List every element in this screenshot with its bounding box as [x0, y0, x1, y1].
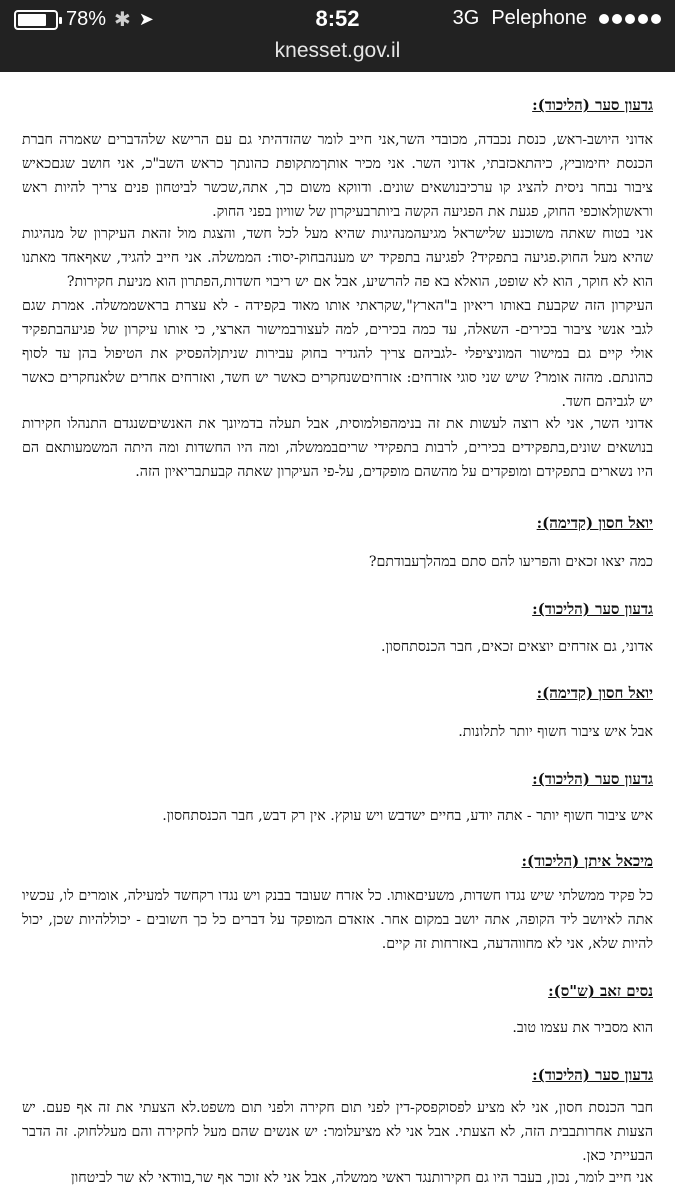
speech-paragraph: אדוני השר, אני לא רוצה לעשות את זה בנימהפולמוסית, אבל תעלה בדמיונך את האנשיםשנגדם התנהלו חקירות בנושאים שונים,בתפקידים בכירים, לרבות בתפקידי שריםבממשלה, ומה היו החשדות ומה היתה המשמעותאם הם היו נשארים בתפקידם ומופקדים על מהשהם מופקדים, על-פי העיקרון שאתה קבעתבריאיון הזה.	[22, 416, 653, 480]
speech-paragraph: אדוני, גם אזרחים יוצאים זכאים, חבר הכנסתחסון.	[380, 639, 653, 655]
speech-paragraph: איש ציבור חשוף יותר - אתה יודע, בחיים ישדבש ויש עוקץ. אין רק דבש, חבר הכנסתחסון.	[162, 808, 653, 824]
signal-dot	[625, 14, 635, 24]
knesset-transcript	[0, 72, 675, 1200]
speaker-heading: מיכאל איתן (הליכוד):	[521, 852, 653, 870]
status-time: 8:52	[315, 6, 360, 31]
signal-dot	[599, 14, 609, 24]
speaker-heading: גדעון סער (הליכוד):	[532, 770, 653, 788]
speaker-heading: נסים זאב (ש"ס):	[548, 982, 653, 1000]
speech-paragraph: אני בטוח שאתה משוכנע שלישראל מגיעהמנהיגות שהיא מעל לכל חשד, והצגת מול זהאת העיקרון של מנהיגות שהיא מעל החוק.פגיעה בתפקיד? לפגיעה בתפקיד יש מענהבחוק-יסוד: הממשלה. אני חייב להגיד, שאףאחד מאתנו הוא לא חוקר, הוא לא שופט, הואלא בא פה להרשיע, אבל אם יש ריבוי חשדות,הפתרון הוא מניעת חקירות?	[22, 226, 653, 290]
network-type: 3G	[452, 7, 480, 29]
signal-dot	[612, 14, 622, 24]
speech-paragraph: אבל איש ציבור חשוף יותר לתלונות.	[458, 724, 653, 740]
location-arrow-icon: ➤	[138, 9, 154, 29]
address-bar-url[interactable]: knesset.gov.il	[274, 39, 401, 62]
speech-paragraph: העיקרון הזה שקבעת באותו ריאיון ב"הארץ",שקראתי אותו מאוד בקפידה - לא עצרת בראשממשלה. אמרת שגם לגבי אנשי ציבור בכירים- השאלה, עד כמה בכירים, למה לעצורבמישור הארצי, כי אותו עיקרון של פגיעהבתפקיד אולי קיים גם במישור המוניציפלי -לגביהם צריך להגדיר בחוק עבירות שניתןלהפסיק את הטיפול בהן עד לסוף כהונתם. מהזה אומר? שיש שני סוגי אזרחים: אזרחיםשנחקרים כאשר יש חשד, ואזרחים אחרים שלאנחקרים כאשר יש לגביהם חשד.	[22, 298, 653, 410]
speech-paragraph: כל פקיד ממשלתי שיש נגדו חשדות, משעיםאותו. כל אזרח שעובד בבנק ויש נגדו רקחשד למעילה, אומרים לו, עכשיו אתה לאיושב ליד הקופה, אתה יושב במקום אחר. אזאדם המופקד על דברים כל כך חשובים - יכוללהיות שכן, יכול להיות שלא, אני לא מחווהדעה, באזרחות זה קיים.	[22, 888, 653, 952]
signal-dot	[651, 14, 661, 24]
speech-paragraph: אני חייב לומר, נכון, בעבר היו גם חקירותנגד ראשי ממשלה, אבל אני לא זוכר אף שר,בוודאי לא שר לביטחון	[71, 1170, 653, 1186]
speaker-heading: יואל חסון (קדימה):	[536, 684, 653, 702]
speech-paragraph: כמה יצאו זכאים והפריעו להם סתם במהלךעבודתם?	[368, 554, 653, 570]
signal-dot	[638, 14, 648, 24]
speaker-heading: יואל חסון (קדימה):	[536, 514, 653, 532]
bluetooth-icon: ✱	[114, 9, 131, 31]
speaker-heading: גדעון סער (הליכוד):	[532, 1066, 653, 1084]
speaker-heading: גדעון סער (הליכוד):	[532, 600, 653, 618]
status-right	[453, 7, 661, 30]
ios-top-bar	[0, 0, 675, 72]
speaker-heading: גדעון סער (הליכוד):	[532, 96, 653, 114]
carrier-name: Pelephone	[491, 7, 587, 29]
signal-dots-icon	[599, 14, 661, 24]
speech-paragraph: הוא מסביר את עצמו טוב.	[512, 1020, 653, 1036]
speech-paragraph: אדוני היושב-ראש, כנסת נכבדה, מכובדי השר,אני חייב לומר שהזדהיתי גם עם הרישא שלהדברים שאמרה חברת הכנסת יחימוביץ, כיהתאכזבתי, אדוני השר. אני מכיר אותךמתקופת כהונתך כראש השב"כ, אני חושב שגםכאיש ציבור נבחר ניסית להציג קו ערכיבנושאים שונים. ודווקא משום כך, אתה,שכשר לביטחון פנים צריך להיות ראש וראשוןלאוכפי החוק, פגעת את הפגיעה הקשה ביותרבעיקרון של שוויון בפני החוק.	[22, 132, 653, 220]
battery-percent: 78%	[66, 8, 107, 30]
status-bar	[0, 0, 675, 38]
speech-paragraph: חבר הכנסת חסון, אני לא מציע לפסוקפסק-דין לפני תום חקירה ולפני תום משפט.לא הצעתי את זה אף פעם. יש הצעות אחרותבבית הזה, לא הצעתי. אבל אני לא מציעלומר: יש אנשים שהם מעל לחקירה והם מעללחוק. זה הדבר הבעייתי כאן.	[22, 1100, 653, 1164]
